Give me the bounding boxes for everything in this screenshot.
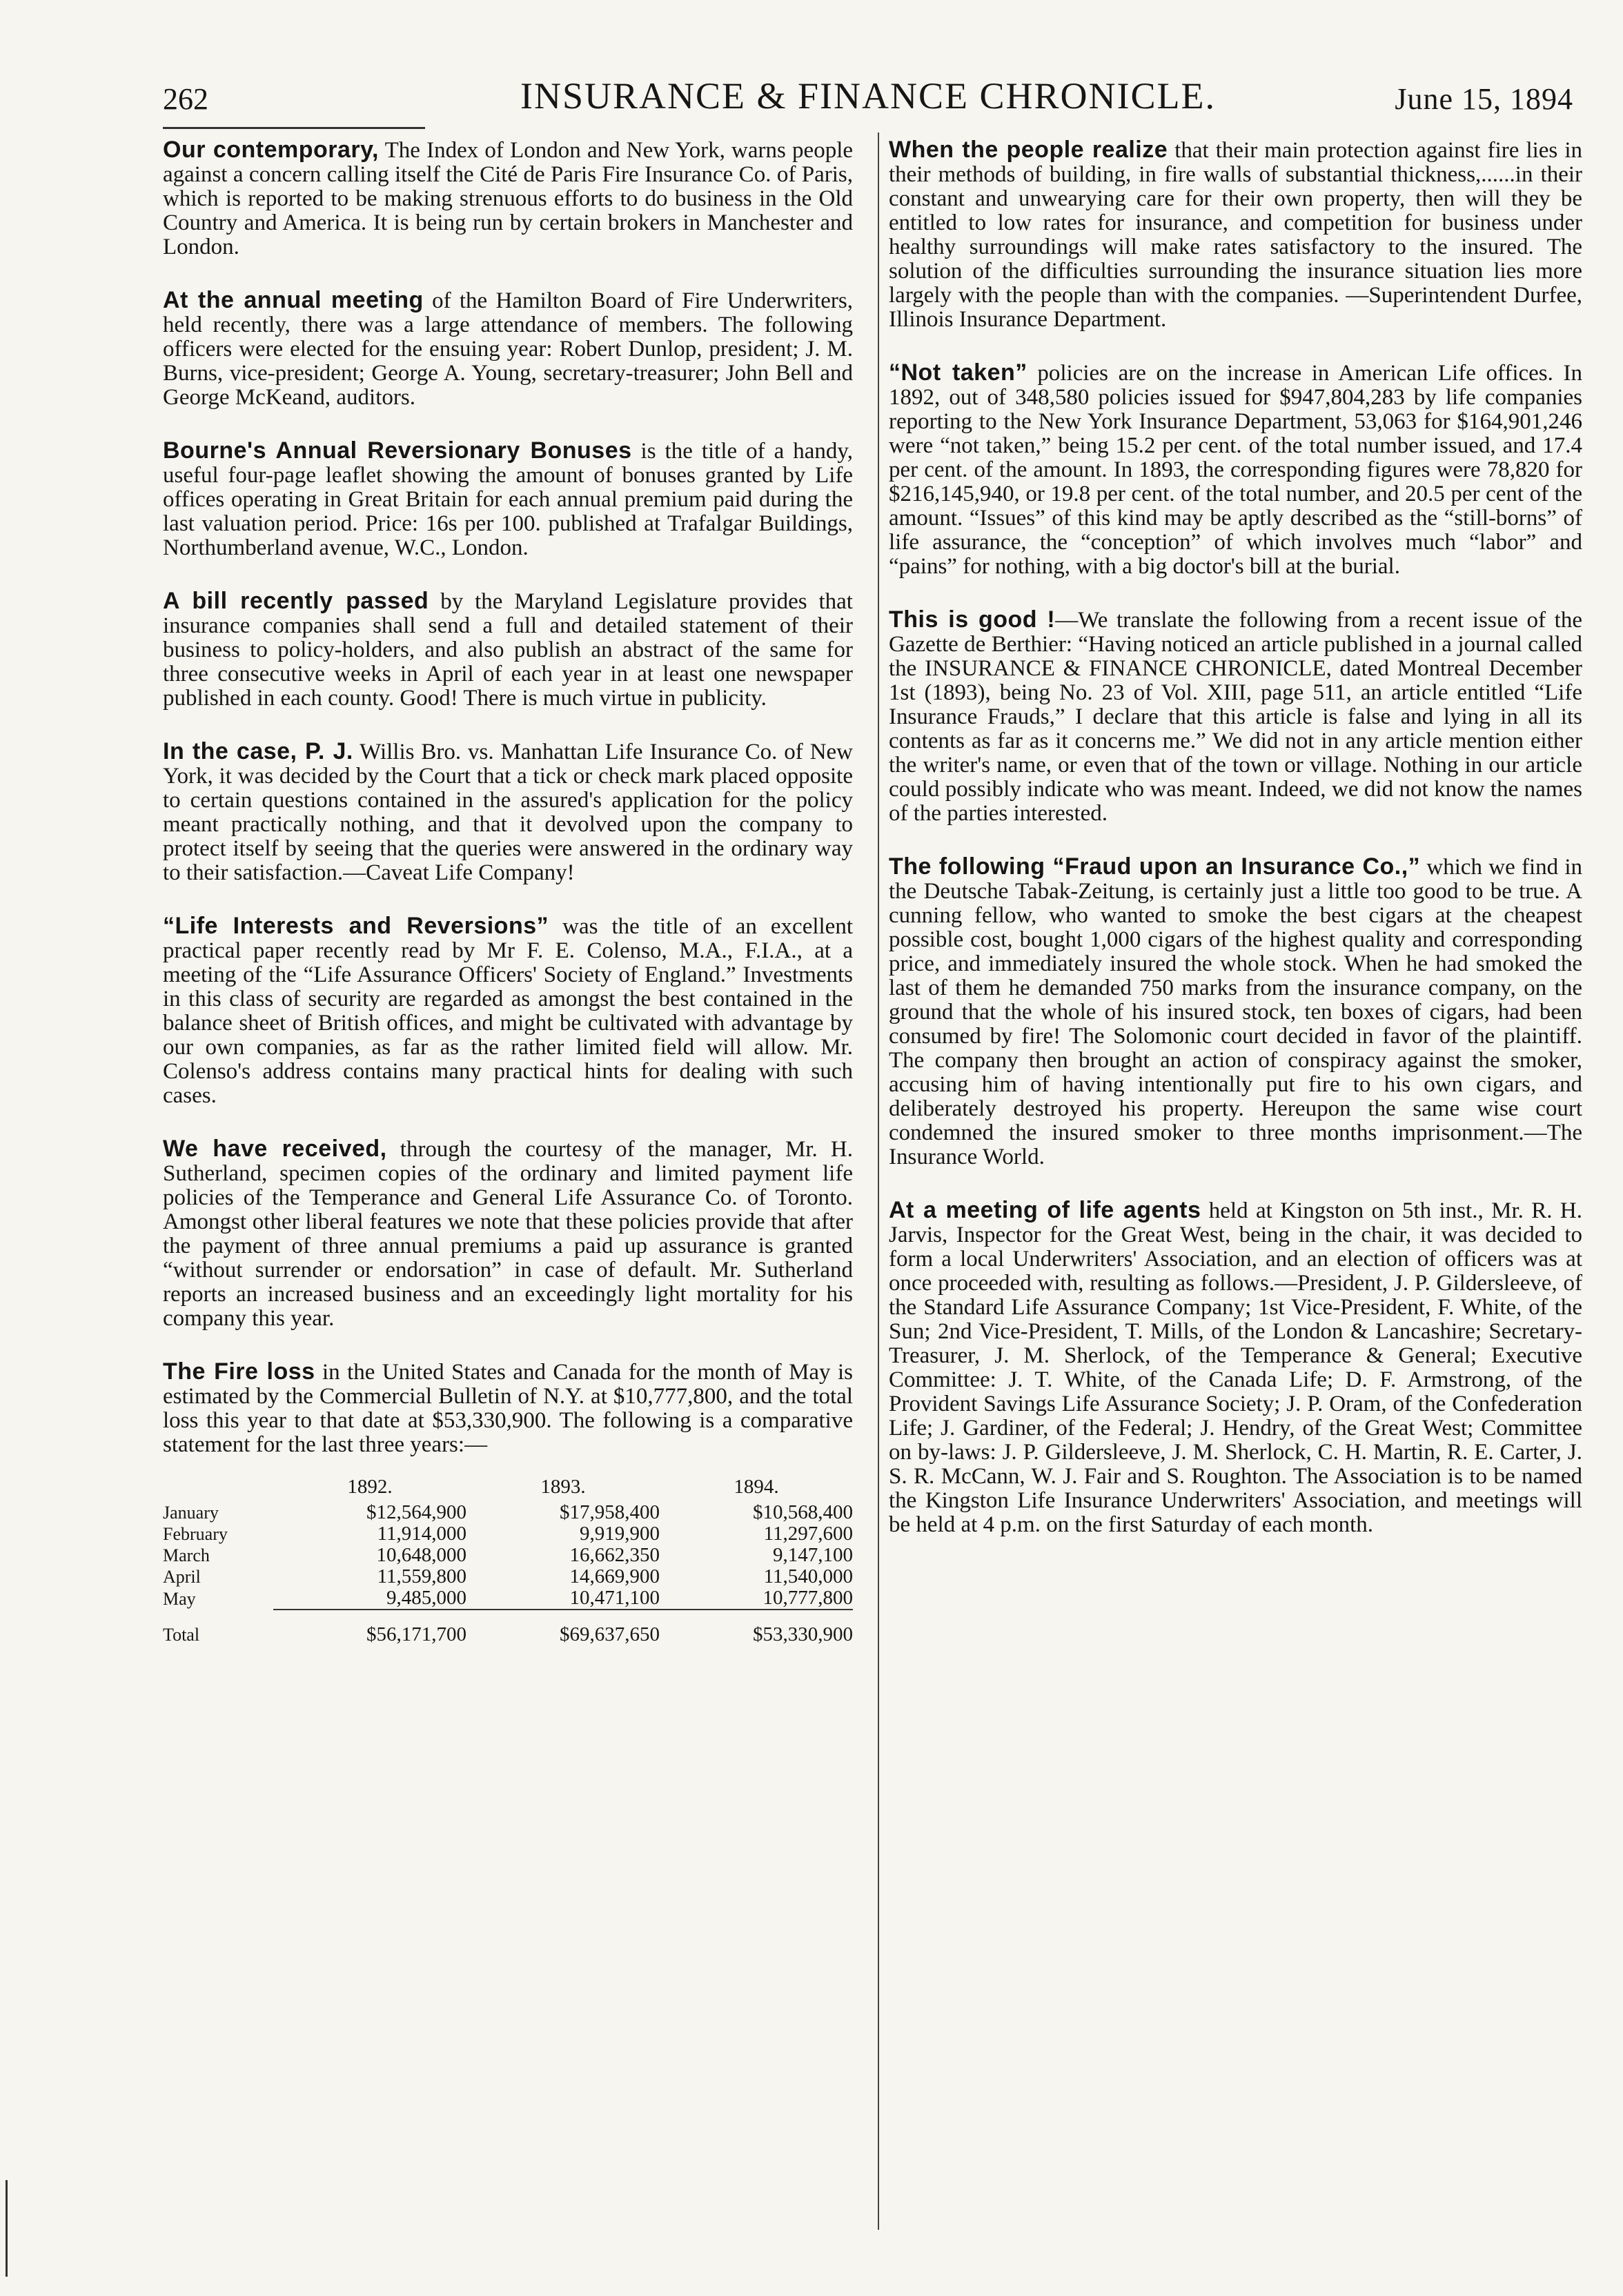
article-lead: Bourne's Annual Reversionary Bonuses (163, 437, 632, 464)
table-header-year: 1892. (347, 1476, 393, 1498)
article-maryland-bill (163, 589, 853, 711)
article-cigar-fraud (889, 855, 1582, 1169)
article-lead: “Life Interests and Reversions” (163, 913, 549, 939)
table-cell: $12,564,900 (366, 1501, 466, 1523)
table-cell: 9,485,000 (386, 1587, 466, 1609)
article-lead: At a meeting of life agents (889, 1197, 1201, 1223)
article-text: is the title of a handy, useful four-page leaflet showing the amount of bonuses granted by Life offices operating in Great Britain for each annual premium paid during the last valuation period. Price: 16s per 100. published at Trafalgar Buildings, Northumberland avenue, W.C., London. (163, 439, 854, 560)
article-text: in the United States and Canada for the month of May is estimated by the Commercial Bulletin of N.Y. at $10,777,800, and the total loss this year to that date at $53,330,900. The following is a comparative statement for the last three years:— (163, 1360, 853, 1457)
article-willis-case (163, 740, 853, 885)
table-row (163, 1566, 853, 1587)
header-rule (163, 127, 425, 129)
article-text: of the Hamilton Board of Fire Underwriters, held recently, there was a large attendance of members. The following officers were elected for the ensuing year: Robert Dunlop, president; J. M. Burns, vice-president; George A. Young, secretary-treasurer; John Bell and George McKeand, auditors. (163, 288, 854, 410)
table-row (163, 1587, 853, 1610)
article-lead: This is good ! (889, 606, 1056, 633)
article-text: by the Maryland Legislature provides that insurance companies shall send a full and detailed statement of their business to policy-holders, and also publish an abstract of the same for three consecutive weeks in April of each year in at least one newspaper published in each county. Good! There is much virtue in publicity. (163, 589, 853, 711)
table-cell-total: $56,171,700 (273, 1610, 466, 1645)
article-lead: The following “Fraud upon an Insurance Co.,” (889, 853, 1421, 880)
table-cell-total: $69,637,650 (466, 1610, 660, 1645)
article-lead: At the annual meeting (163, 287, 424, 313)
table-cell-month: Total (163, 1624, 200, 1645)
table-cell: $10,568,400 (753, 1501, 853, 1523)
table-header-row (163, 1476, 853, 1502)
column-divider (878, 132, 879, 2230)
article-text: which we find in the Deutsche Tabak-Zeitung, is certainly just a little too good to be true. A cunning fellow, who wanted to smoke the best cigars at the cheapest possible cost, bought 1,000 cigars of the highest quality and corresponding price, and immediately insured the whole stock. When he had smoked the last of them he demanded 750 marks from the insurance company, on the ground that the whole of his insured stock, ten boxes of cigars, had been consumed by fire! The Solomonic court decided in favor of the plaintiff. The company then brought an action of conspiracy against the smoker, accusing him of having intentionally put fire to his own cigars, and deliberately destroyed his property. Hereupon the same wise court condemned the insured smoker to three months imprisonment.—The Insurance World. (889, 855, 1583, 1169)
table-cell-month: January (163, 1503, 219, 1523)
table-cell: 11,540,000 (763, 1565, 853, 1587)
article-text: Willis Bro. vs. Manhattan Life Insurance Co. of New York, it was decided by the Court that a tick or check mark placed opposite to certain questions contained in the assured's application for the policy meant practically nothing, and that it devolved upon the company to protect itself by seeing that the queries were answered in the ordinary way to their satisfaction.—Caveat Life Company! (163, 740, 853, 885)
table-header-year: 1894. (734, 1476, 779, 1498)
table-cell: $17,958,400 (560, 1501, 660, 1523)
article-lead: In the case, P. J. (163, 738, 353, 764)
article-text: policies are on the increase in American Life offices. In 1892, out of 348,580 policies issued for $947,804,283 by life companies reporting to the New York Insurance Department, 53,063 for $164,901,246 were “not taken,” being 15.2 per cent. of the total number issued, and 17.4 per cent. of the amount. In 1893, the corresponding figures were 78,820 for $216,145,940, or 19.8 per cent. of the total number, and 20.5 per cent of the amount. “Issues” of this kind may be aptly described as the “still-borns” of life assurance, the “conception” of which involves much “labor” and “pains” for nothing, with a big doctor's bill at the burial. (889, 361, 1582, 579)
page-header (163, 75, 1573, 128)
article-lead: When the people realize (889, 137, 1168, 163)
left-column (163, 138, 853, 1645)
table-cell: 10,471,100 (569, 1587, 660, 1609)
table-cell: 11,559,800 (377, 1565, 466, 1587)
article-lead: Our contemporary, (163, 137, 379, 163)
table-row (163, 1545, 853, 1566)
article-fire-protection (889, 138, 1582, 332)
table-cell: 16,662,350 (569, 1544, 660, 1566)
table-cell-month: February (163, 1524, 228, 1544)
article-text: —We translate the following from a recent issue of the Gazette de Berthier: “Having noticed an article published in a journal called the INSURANCE & FINANCE CHRONICLE, dated Montreal December 1st (1893), being No. 23 of Vol. XIII, page 511, an article entitled “Life Insurance Frauds,” I declare that this article is false and lying in all its contents as far as it concerns me.” We did not in any article mention either the writer's name, or even that of the town or village. Nothing in our article could possibly indicate who was meant. Indeed, we did not know the names of the parties interested. (889, 608, 1582, 826)
article-bournes-bonuses (163, 439, 853, 560)
article-text: through the courtesy of the manager, Mr. H. Sutherland, specimen copies of the ordinary and limited payment life policies of the Temperance and General Life Assurance Co. of Toronto. Amongst other liberal features we note that these policies provide that after the payment of three annual premiums a paid up assurance is granted “without surrender or endorsation” in case of default. Mr. Sutherland reports an increased business and an exceedingly light mortality for his company this year. (163, 1137, 853, 1331)
article-lead: A bill recently passed (163, 588, 429, 614)
table-cell: 14,669,900 (569, 1565, 660, 1587)
table-header-blank (163, 1476, 273, 1502)
fire-loss-table (163, 1476, 853, 1645)
table-cell: 9,147,100 (773, 1544, 853, 1566)
table-header-year: 1893. (540, 1476, 586, 1498)
table-cell-month: April (163, 1567, 201, 1587)
table-cell-month: March (163, 1545, 210, 1565)
article-text: was the title of an excellent practical paper recently read by Mr F. E. Colenso, M.A., F.I.A., at a meeting of the “Life Assurance Officers' Society of England.” Investments in this class of security are regarded as amongst the best contained in the balance sheet of British offices, and might be cultivated with advantage by our own companies, as far as the rather limited field will allow. Mr. Colenso's address contains many practical hints for dealing with such cases. (163, 914, 853, 1108)
article-hamilton-board (163, 288, 853, 410)
table-cell: 9,919,900 (580, 1523, 660, 1545)
article-lead: The Fire loss (163, 1358, 315, 1385)
article-text: that their main protection against fire lies in their methods of building, in fire walls of substantial thickness,......in their constant and unwearying care for their own property, then will they be entitled to low rates for insurance, and competition for business under healthy surroundings will make rates satisfactory to the insured. The solution of the difficulties surrounding the insurance situation lies more largely with the people than with the companies. —Superintendent Durfee, Illinois Insurance Department. (889, 138, 1582, 332)
right-column (889, 138, 1582, 1566)
article-fire-loss (163, 1360, 853, 1457)
article-temperance-policies (163, 1137, 853, 1331)
issue-date: June 15, 1894 (1395, 82, 1573, 116)
table-row (163, 1523, 853, 1545)
article-this-is-good (889, 608, 1582, 826)
table-cell-month: May (163, 1588, 196, 1609)
table-cell-total: $53,330,900 (660, 1610, 853, 1645)
article-text: held at Kingston on 5th inst., Mr. R. H. Jarvis, Inspector for the Great West, being in the chair, it was decided to form a local Underwriters' Association, and an election of officers was at once proceeded with, resulting as follows.—President, J. P. Gildersleeve, of the Standard Life Assurance Company; 1st Vice-President, F. White, of the Sun; 2nd Vice-President, T. Mills, of the London & Lancashire; Secretary-Treasurer, J. M. Sherlock, of the Temperance & General; Executive Committee: J. T. White, of the Canada Life; D. F. Armstrong, of the Provident Savings Life Assurance Society; J. P. Oram, of the Confederation Life; J. Gardiner, of the Federal; J. Hendry, of the Great West; Committee on by-laws: J. P. Gildersleeve, J. M. Sherlock, C. H. Martin, R. E. Carter, J. S. R. McCann, W. J. Fair and S. Roughton. The Association is to be named the Kingston Life Insurance Underwriters' Association, and meetings will be held at 4 p.m. on the first Saturday of each month. (889, 1198, 1582, 1537)
table-cell: 10,648,000 (376, 1544, 466, 1566)
table-row (163, 1502, 853, 1523)
table-cell: 11,297,600 (763, 1523, 853, 1545)
article-text: The Index of London and New York, warns people against a concern calling itself the Cité de Paris Fire Insurance Co. of Paris, which is reported to be making strenuous efforts to do business in the Old Country and America. It is being run by certain brokers in Manchester and London. (163, 138, 854, 259)
article-index-warning (163, 138, 853, 259)
page-number: 262 (163, 82, 208, 116)
table-cell: 11,914,000 (377, 1523, 466, 1545)
article-kingston-agents (889, 1198, 1582, 1537)
table-total-row (163, 1610, 853, 1645)
table-cell: 10,777,800 (763, 1587, 853, 1609)
publication-title: INSURANCE & FINANCE CHRONICLE. (520, 75, 1217, 117)
article-not-taken (889, 361, 1582, 579)
article-life-interests (163, 914, 853, 1108)
article-lead: We have received, (163, 1136, 387, 1162)
article-lead: “Not taken” (889, 359, 1027, 386)
margin-mark (6, 2180, 8, 2277)
